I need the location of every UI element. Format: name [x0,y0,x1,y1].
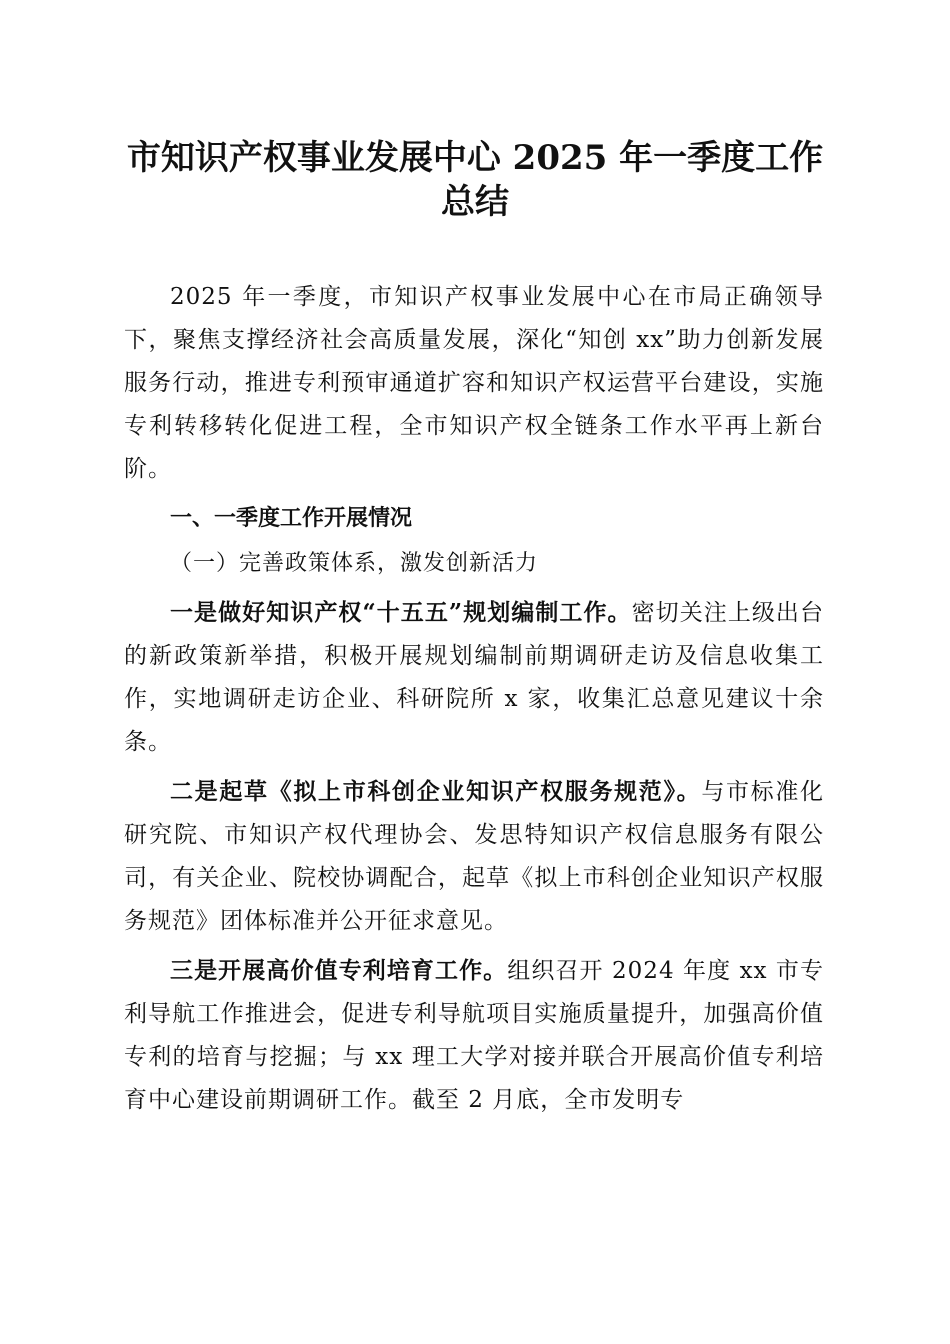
section-heading-1: 一、一季度工作开展情况 [170,506,413,531]
title-line-2: 总结 [441,182,509,222]
intro-paragraph: 2025 年一季度，市知识产权事业发展中心在市局正确领导下，聚焦支撑经济社会高质量发展，深化“知创 xx”助力创新发展服务行动，推进专利预审通道扩容和知识产权运营平台建设，实施专利转移转化促进工程，全市知识产权全链条工作水平再上新台阶。 [124,284,824,482]
item-2-lead: 二是起草《拟上市科创企业知识产权服务规范》。 [170,778,702,805]
document-title [120,136,830,224]
item-1-lead: 一是做好知识产权“十五五”规划编制工作。 [170,599,632,626]
title-line-1: 市知识产权事业发展中心 2025 年一季度工作 [126,138,824,178]
item-paragraph-1 [124,591,824,764]
document-body [124,276,824,1128]
item-paragraph-2 [124,770,824,943]
item-paragraph-3 [124,949,824,1122]
item-3-text: 组织召开 2024 年度 xx 市专利导航工作推进会，促进专利导航项目实施质量提升，加强高价值专利的培育与挖掘；与 xx 理工大学对接并联合开展高价值专利培育中心建设前期调研工作。截至 2 月底，全市发明专 [124,958,824,1113]
item-3-lead: 三是开展高价值专利培育工作。 [170,957,508,984]
subsection-heading-1: （一）完善政策体系，激发创新活力 [170,551,539,576]
item-1-text: 密切关注上级出台的新政策新举措，积极开展规划编制前期调研走访及信息收集工作，实地调研走访企业、科研院所 x 家，收集汇总意见建议十余条。 [124,600,824,755]
item-2-text: 与市标准化研究院、市知识产权代理协会、发思特知识产权信息服务有限公司，有关企业、院校协调配合，起草《拟上市科创企业知识产权服务规范》团体标准并公开征求意见。 [124,779,825,934]
